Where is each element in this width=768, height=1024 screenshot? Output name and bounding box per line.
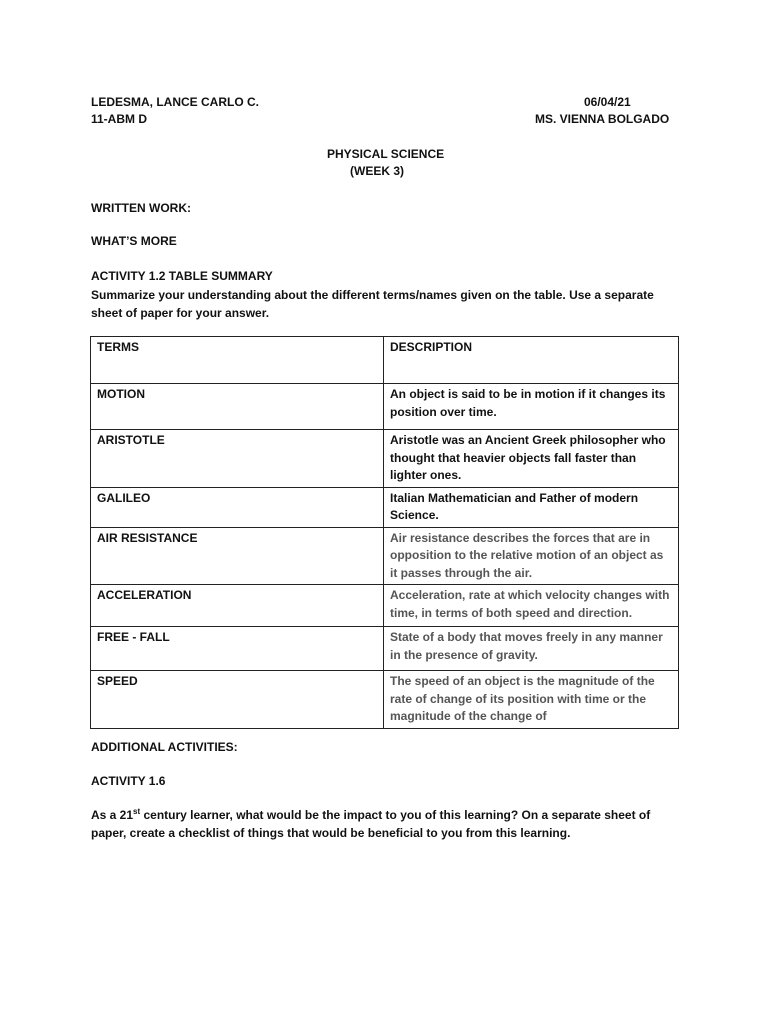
table-row <box>91 585 679 627</box>
description-cell: Acceleration, rate at which velocity changes with time, in terms of both speed and direction. <box>384 585 679 627</box>
activity-1-6-title: ACTIVITY 1.6 <box>91 774 166 788</box>
document-date: 06/04/21 <box>584 95 631 109</box>
header-description: DESCRIPTION <box>384 337 679 384</box>
additional-activities-heading: ADDITIONAL ACTIVITIES: <box>91 740 238 754</box>
description-cell: Air resistance describes the forces that are in opposition to the relative motion of an object as it passes through the air. <box>384 527 679 585</box>
term-cell: FREE - FALL <box>91 627 384 671</box>
description-cell: State of a body that moves freely in any manner in the presence of gravity. <box>384 627 679 671</box>
header-terms: TERMS <box>91 337 384 384</box>
table-row <box>91 627 679 671</box>
term-cell: ARISTOTLE <box>91 430 384 488</box>
description-cell: The speed of an object is the magnitude of the rate of change of its position with time or the magnitude of the change of <box>384 671 679 729</box>
term-cell: ACCELERATION <box>91 585 384 627</box>
description-cell: Aristotle was an Ancient Greek philosopher who thought that heavier objects fall faster than lighter ones. <box>384 430 679 488</box>
description-cell: Italian Mathematician and Father of modern Science. <box>384 487 679 527</box>
term-cell: AIR RESISTANCE <box>91 527 384 585</box>
whats-more-heading: WHAT’S MORE <box>91 234 177 248</box>
term-cell: GALILEO <box>91 487 384 527</box>
subject-title: PHYSICAL SCIENCE <box>327 147 445 161</box>
student-name: LEDESMA, LANCE CARLO C. <box>91 95 259 109</box>
table-row <box>91 430 679 488</box>
ordinal-superscript: st <box>133 807 141 816</box>
written-work-heading: WRITTEN WORK: <box>91 201 191 215</box>
question-text: century learner, what would be the impact to you of this learning? On a separate sheet of paper, create a checklist of things that would be beneficial to you from this learning. <box>91 808 651 840</box>
table-row <box>91 487 679 527</box>
summary-table <box>90 336 679 729</box>
table-row <box>91 527 679 585</box>
term-cell: SPEED <box>91 671 384 729</box>
table-row <box>91 384 679 430</box>
activity-1-2-title: ACTIVITY 1.2 TABLE SUMMARY <box>91 269 273 283</box>
table-header-row <box>91 337 679 384</box>
student-section: 11-ABM D <box>91 112 148 126</box>
teacher-name: MS. VIENNA BOLGADO <box>535 112 670 126</box>
term-cell: MOTION <box>91 384 384 430</box>
activity-1-2-instructions: Summarize your understanding about the different terms/names given on the table. Use a separate sheet of paper for your answer. <box>91 288 654 320</box>
week-label: (WEEK 3) <box>350 164 404 178</box>
question-prefix: As a 21 <box>91 808 134 822</box>
table-row <box>91 671 679 729</box>
activity-1-6-question <box>91 806 681 842</box>
description-cell: An object is said to be in motion if it changes its position over time. <box>384 384 679 430</box>
